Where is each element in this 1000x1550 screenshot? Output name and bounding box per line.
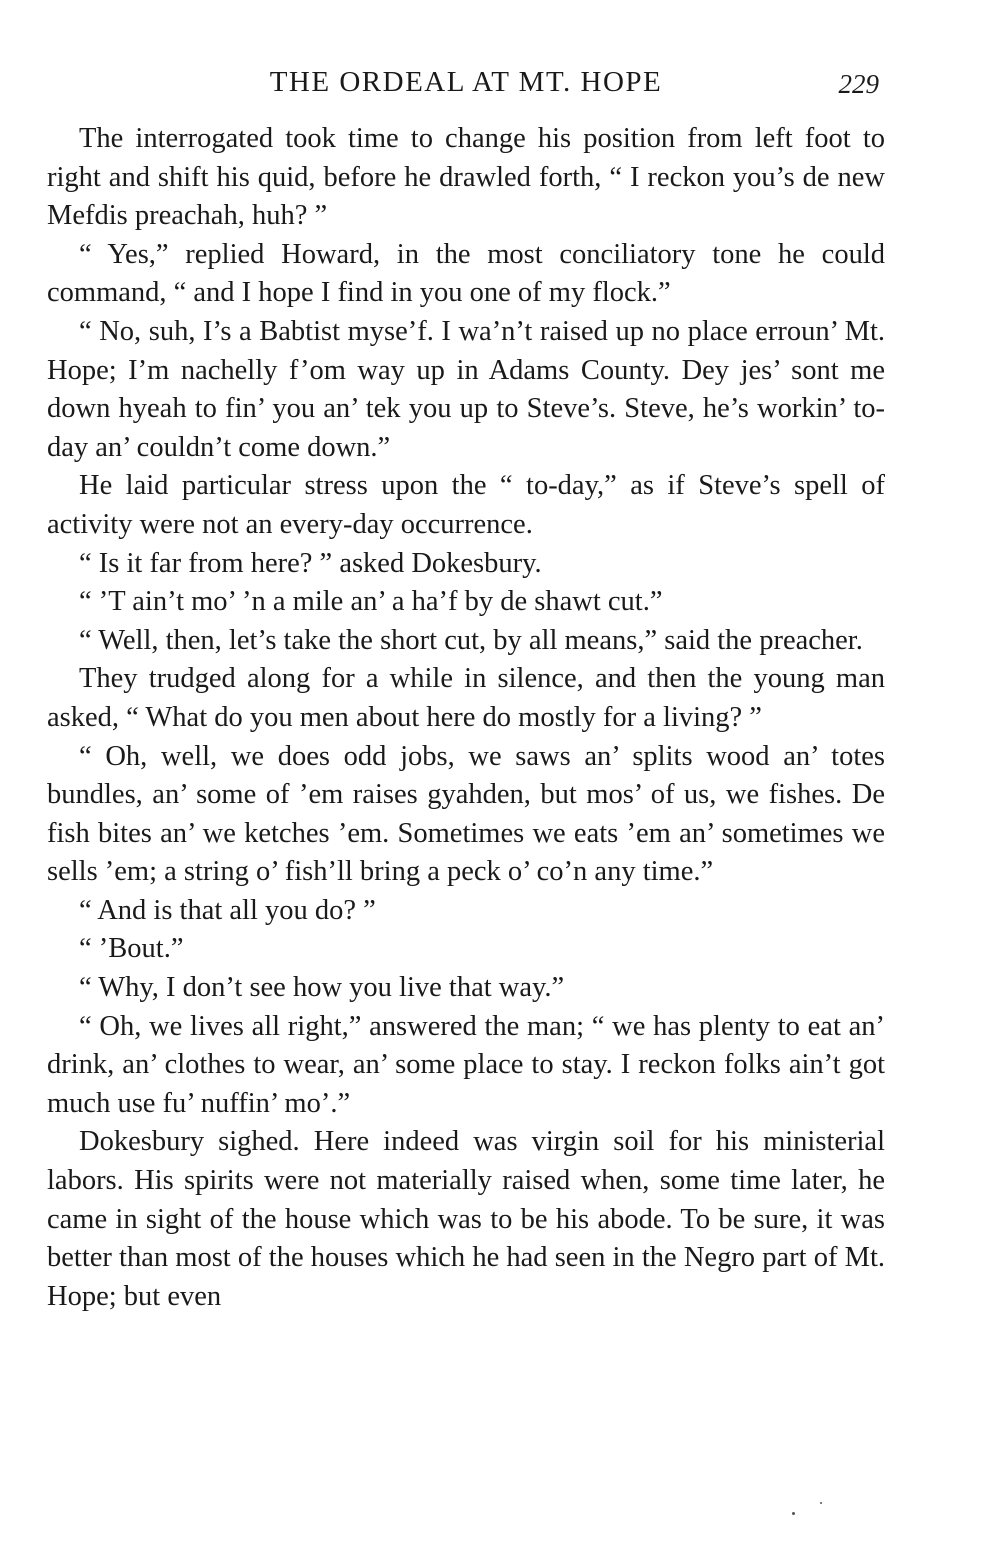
paragraph: Dokesbury sighed. Here indeed was virgin soil for his ministerial labors. His spirits were not materially raised when, some time later, he came in sight of the house which was to be his abode. To be sure, it was better than most of the houses which he had seen in the Negro part of Mt. Hope; but even (47, 1126, 885, 1312)
paragraph: “ Well, then, let’s take the short cut, by all means,” said the preacher. (79, 624, 863, 656)
body-text (47, 120, 885, 1316)
running-head (47, 62, 885, 102)
paragraph: “ Why, I don’t see how you live that way.” (79, 972, 565, 1004)
paragraph: “ Oh, we lives all right,” answered the man; “ we has plenty to eat an’ drink, an’ clothes to wear, an’ some place to stay. I reckon folks ain’t got much use fu’ nuffin’ mo’.” (47, 1010, 885, 1119)
paragraph: “ Yes,” replied Howard, in the most conciliatory tone he could command, “ and I hope I find in you one of my flock.” (47, 238, 885, 309)
speck-mark (820, 1502, 822, 1504)
paragraph: “ ’T ain’t mo’ ’n a mile an’ a ha’f by de shawt cut.” (79, 586, 663, 618)
speck-mark (792, 1512, 795, 1515)
paragraph: They trudged along for a while in silence, and then the young man asked, “ What do you men about here do mostly for a living? ” (47, 663, 885, 733)
page-number: 229 (838, 69, 879, 99)
paragraph: “ No, suh, I’s a Babtist myse’f. I wa’n’t raised up no place erroun’ Mt. Hope; I’m nachelly f’om way up in Adams County. Dey jes’ sont me down hyeah to fin’ you an’ tek you up to Steve’s. Steve, he’s workin’ to-day an’ couldn’t come down.” (47, 315, 885, 463)
running-title: THE ORDEAL AT MT. HOPE (269, 66, 663, 98)
paragraph: “ ’Bout.” (79, 933, 184, 965)
paragraph: He laid particular stress upon the “ to-day,” as if Steve’s spell of activity were not an every-day occurrence. (47, 470, 885, 540)
paragraph: “ Oh, well, we does odd jobs, we saws an’ splits wood an’ totes bundles, an’ some of ’em raises gyahden, but mos’ of us, we fishes. De fish bites an’ we ketches ’em. Sometimes we eats ’em an’ sometimes we sells ’em; a string o’ fish’ll bring a peck o’ co’n any time.” (47, 740, 885, 888)
paragraph: “ And is that all you do? ” (79, 894, 376, 926)
paragraph: “ Is it far from here? ” asked Dokesbury. (79, 547, 542, 579)
paragraph: The interrogated took time to change his position from left foot to right and shift his quid, before he drawled forth, “ I reckon you’s de new Mefdis preachah, huh? ” (47, 123, 885, 232)
scan-specks (790, 1500, 830, 1530)
